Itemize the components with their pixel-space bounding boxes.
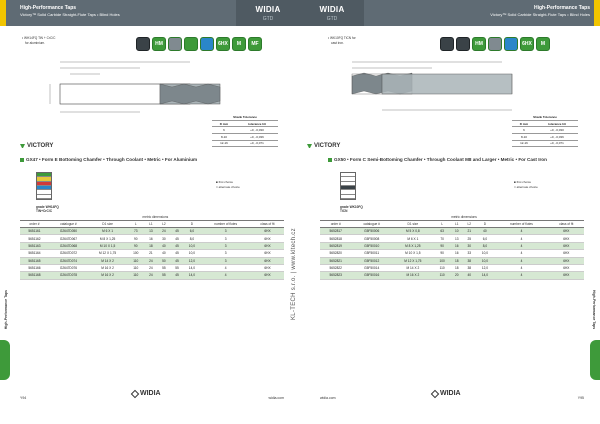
material-group-icon [440,37,454,51]
column-header: order # [320,221,352,228]
application-icons [136,37,262,51]
table-cell: 18 [450,264,463,271]
column-header: L2 [463,221,476,228]
table-cell: G5F50016 [352,272,392,279]
tolerance-cell: 6 [512,127,536,134]
table-cell: 10,0 [476,250,495,257]
table-cell: 10,0 [184,250,201,257]
legend-item: □ alternate choice [216,185,240,189]
bullet-line: • WK10FQ TiCN for [328,36,356,40]
table-cell: 25 [463,235,476,242]
6hx-icon: 6HX [216,37,230,51]
table-cell: 70 [434,235,451,242]
table-cell: M 16 X 2 [88,272,127,279]
table-cell: G5F50006 [352,228,392,235]
table-cell: G5F50010 [352,242,392,249]
table-cell: G5F50008 [352,235,392,242]
table-cell: 4 [494,257,548,264]
table-cell: 6HX [251,264,284,271]
column-header: L1 [450,221,463,228]
table-cell: 90 [127,242,144,249]
table-cell: 5652818 [320,235,352,242]
table-cell: 6,0 [476,235,495,242]
table-cell: M 6 X 1 [392,235,434,242]
material-group-icon [456,37,470,51]
table-cell: 4 [200,272,251,279]
table-row [20,242,284,249]
column-header: class of fit [251,221,284,228]
product-table [20,214,284,280]
table-cell: 5652820 [320,250,352,257]
table-cell: 40 [463,272,476,279]
grade-header [340,205,363,213]
tolerance-cell: 8-10 [512,133,536,140]
yellow-tab [0,0,6,26]
tolerance-cell: +0, -0,071 [536,140,578,147]
table-cell: 16 [450,242,463,249]
group-header: metric dimensions [434,214,494,221]
victory-text: VICTORY [314,143,341,149]
table-cell: 6HX [549,228,584,235]
tolerance-cell: +0, -0,030 [536,127,578,134]
table-cell: M 6 X 1 [88,228,127,235]
table-cell: 5651168 [20,272,49,279]
table-cell: 30 [157,235,170,242]
table-cell: 5652817 [320,228,352,235]
column-header: D1 size [392,221,434,228]
bullet-text [328,36,388,45]
section-title-text: GX50 • Form C Semi-Bottoming Chamfer • Through Coolant M8 and Larger • Metric • For Cast Iron [334,157,547,162]
footer-brand: WIDIA [140,390,161,397]
table-cell: 3 [200,250,251,257]
grade-header [36,205,59,213]
table-cell: 16 [144,235,157,242]
table-cell: 5651165 [20,257,49,264]
table-cell: M 8 X 1,25 [88,235,127,242]
table-cell: 13 [450,235,463,242]
table-row [320,250,584,257]
table-cell: 110 [434,264,451,271]
table-cell: 6HX [251,242,284,249]
table-cell: G5F50012 [352,257,392,264]
grade-coating: TiCN [340,209,348,213]
table-cell: G2647D067 [49,235,88,242]
table-cell: 55 [157,264,170,271]
table-cell: 14,0 [476,272,495,279]
header-title: High-Performance Taps [20,5,77,11]
table-cell: M 5 X 0,8 [392,228,434,235]
footer-url: widia.com [268,396,284,400]
table-cell: 8,0 [476,242,495,249]
column-header: L1 [144,221,157,228]
table-cell: 90 [434,250,451,257]
tolerance-cell: 6 [212,127,236,134]
column-header: D [184,221,201,228]
column-header: L [127,221,144,228]
header-subtitle: Victory™ Solid Carbide Straight-Flute Taps • Blind Holes [490,12,590,17]
brand-logo [300,0,364,26]
table-cell: 14,0 [184,272,201,279]
section-square-icon [20,158,24,162]
table-cell: 6,0 [184,228,201,235]
column-header: catalogue # [49,221,88,228]
chamfer-icon [184,37,198,51]
table-row [20,250,284,257]
grade-coating: TIN+CrC/C [36,209,53,213]
table-cell: 5651163 [20,242,49,249]
table-cell: 110 [127,272,144,279]
table-cell: 4 [494,264,548,271]
page-number: Y95 [577,396,584,400]
victory-chevron-icon [20,144,25,148]
table-row [320,272,584,279]
brand-name: WIDIA [319,5,345,14]
table-cell: 6HX [251,257,284,264]
table-row [320,228,584,235]
table-cell: 6HX [251,235,284,242]
table-cell: 4 [494,272,548,279]
table-cell: 30 [463,242,476,249]
tolerance-header: D mm [512,120,536,127]
coolant-icon [200,37,214,51]
footer-logo [132,390,161,397]
table-cell: M 12 X 1,75 [88,250,127,257]
table-cell: G2647D068 [49,242,88,249]
table-cell: 63 [434,228,451,235]
tool-geometry-icon [168,37,182,51]
table-cell: 55 [170,264,183,271]
right-table-body [320,228,584,280]
table-cell: 5652819 [320,242,352,249]
material-group-icon [136,37,150,51]
table-cell: 10,0 [476,257,495,264]
table-cell: 21 [144,250,157,257]
table-cell: 20 [450,272,463,279]
table-cell: 40 [157,242,170,249]
table-cell: 45 [170,272,183,279]
tolerance-cell: +0, -0,036 [536,133,578,140]
table-row [20,272,284,279]
tolerance-cell: +0, -0,036 [236,133,278,140]
column-header: L2 [157,221,170,228]
brand-logo [236,0,300,26]
section-title [328,157,547,162]
table-cell: 110 [127,257,144,264]
table-cell: 110 [434,272,451,279]
table-cell: 6HX [251,272,284,279]
sub-brand: GTD [262,16,274,22]
table-cell: G2647D076 [49,264,88,271]
table-cell: 24 [144,257,157,264]
table-cell: M 12 X 1,75 [392,257,434,264]
hm-icon: HM [472,37,486,51]
column-header: catalogue # [352,221,392,228]
column-header: D1 size [88,221,127,228]
table-cell: 4 [494,242,548,249]
table-cell: 40 [157,250,170,257]
table-cell: 10,0 [184,242,201,249]
table-cell: 3 [200,228,251,235]
table-cell: 6HX [549,257,584,264]
table-cell: 45 [170,250,183,257]
section-title-text: GX47 • Form E Bottoming Chamfer • Through Coolant • Metric • For Aluminium [26,157,198,162]
table-cell: 5652822 [320,264,352,271]
table-cell: 4 [200,264,251,271]
bullet-line: • WH14FQ TiN + CrC/C [22,36,56,40]
victory-logo [20,143,53,149]
column-header: number of flutes [494,221,548,228]
legend-item: ■ first choice [216,180,233,184]
table-cell: 33 [463,250,476,257]
table-cell: 6HX [549,250,584,257]
table-cell: G2647D050 [49,228,88,235]
application-icons [440,37,550,51]
6hx-icon: 6HX [520,37,534,51]
bullet-line: cast iron. [331,40,344,45]
column-header: class of fit [549,221,584,228]
table-cell: 6HX [549,272,584,279]
table-cell: G2647D078 [49,272,88,279]
tap-drawing [40,58,240,118]
header-title: High-Performance Taps [533,5,590,11]
column-header: D [476,221,495,228]
bullet-line: for aluminium. [25,40,46,45]
group-header: metric dimensions [127,214,183,221]
shank-tolerance-table [512,114,578,147]
m-icon: M [232,37,246,51]
column-header: order # [20,221,49,228]
table-cell: G2647D074 [49,257,88,264]
section-square-icon [328,158,332,162]
brand-name: WIDIA [255,5,281,14]
table-cell: 6HX [549,264,584,271]
tolerance-header: D mm [212,120,236,127]
victory-text: VICTORY [27,143,54,149]
table-row [320,257,584,264]
table-cell: 3 [200,235,251,242]
victory-chevron-icon [307,144,312,148]
column-header: L [434,221,451,228]
widia-logo-icon [131,389,139,397]
table-cell: 110 [127,264,144,271]
table-cell: 24 [144,264,157,271]
shank-tolerance-table [212,114,278,147]
table-cell: M 16 X 2 [392,272,434,279]
legend-item: ■ first choice [514,180,531,184]
tap-drawing [322,58,522,118]
table-row [20,264,284,271]
table-cell: M 8 X 1,25 [392,242,434,249]
table-cell: 100 [127,250,144,257]
tolerance-cell: 8-10 [212,133,236,140]
tolerance-caption: Shank Tolerance [212,114,278,120]
table-cell: M 10 X 1,5 [392,250,434,257]
material-chart [340,172,356,200]
table-row [20,257,284,264]
grade-name: grade WH14FQ [36,205,59,209]
table-cell: 10 [450,228,463,235]
footer-url: widia.com [320,396,336,400]
table-cell: 18 [144,242,157,249]
column-header: number of flutes [200,221,251,228]
tolerance-cell: +0, -0,030 [236,127,278,134]
footer-brand: WIDIA [440,390,461,397]
table-cell: 38 [463,257,476,264]
table-cell: 40 [476,228,495,235]
table-cell: 45 [170,242,183,249]
tolerance-cell: +0, -0,071 [236,140,278,147]
table-cell: 6HX [251,228,284,235]
table-cell: M 10 X 1,5 [88,242,127,249]
section-title [20,157,197,162]
side-tab [590,340,600,380]
table-cell: 8,0 [184,235,201,242]
table-cell: 4 [494,250,548,257]
side-label: High-Performance Taps [4,290,8,330]
tolerance-header: tolerance h9 [536,120,578,127]
m-icon: M [536,37,550,51]
table-cell: 13 [144,228,157,235]
table-cell: 18 [450,257,463,264]
product-table [320,214,584,280]
table-cell: 6HX [549,235,584,242]
table-cell: 73 [127,228,144,235]
table-cell: 12,0 [184,257,201,264]
table-cell: 5651161 [20,228,49,235]
choice-legend [514,180,538,190]
table-cell: G2647D072 [49,250,88,257]
table-cell: 90 [434,242,451,249]
widia-logo-icon [431,389,439,397]
table-cell: 16 [450,250,463,257]
table-row [320,242,584,249]
table-cell: 100 [434,257,451,264]
side-tab [0,340,10,380]
footer-logo [432,390,461,397]
table-cell: 38 [463,264,476,271]
table-cell: 4 [494,235,548,242]
table-cell: 45 [170,228,183,235]
table-cell: 12,0 [476,264,495,271]
table-row [20,228,284,235]
grade-name: grade WK10FQ [340,205,363,209]
table-cell: 6HX [251,250,284,257]
table-cell: 50 [157,257,170,264]
table-cell: 6HX [549,242,584,249]
table-cell: 14,0 [184,264,201,271]
table-cell: 45 [170,257,183,264]
tolerance-cell: 12-16 [512,140,536,147]
table-cell: M 14 X 2 [392,264,434,271]
page-header [364,0,600,26]
table-cell: 21 [463,228,476,235]
tool-geometry-icon [488,37,502,51]
table-row [320,235,584,242]
table-cell: M 14 X 2 [88,257,127,264]
page-header [0,0,236,26]
tolerance-caption: Shank Tolerance [512,114,578,120]
watermark: KL-TECH s.r.o. | www.kltech.cz [291,228,297,320]
left-table-body [20,228,284,280]
hm-icon: HM [152,37,166,51]
table-cell: 3 [200,242,251,249]
table-cell: 4 [494,228,548,235]
legend-item: □ alternate choice [514,185,538,189]
table-cell: G5F50011 [352,250,392,257]
table-cell: 5652823 [320,272,352,279]
table-cell: 3 [200,257,251,264]
header-subtitle: Victory™ Solid Carbide Straight-Flute Taps • Blind Holes [20,12,120,17]
sub-brand: GTD [326,16,338,22]
yellow-tab [594,0,600,26]
table-cell: M 16 X 2 [88,264,127,271]
table-cell: 24 [157,228,170,235]
table-cell: G5F50014 [352,264,392,271]
tolerance-header: tolerance h9 [236,120,278,127]
table-cell: 5651166 [20,264,49,271]
material-chart [36,172,52,200]
table-cell: 5651164 [20,250,49,257]
right-page [300,0,600,424]
table-cell: 5651162 [20,235,49,242]
tolerance-cell: 12-16 [212,140,236,147]
table-cell: 24 [144,272,157,279]
table-cell: 90 [127,235,144,242]
table-cell: 55 [157,272,170,279]
table-row [320,264,584,271]
table-cell: 5652821 [320,257,352,264]
coolant-icon [504,37,518,51]
table-cell: 45 [170,235,183,242]
mf-icon: MF [248,37,262,51]
victory-logo [307,143,340,149]
page-number: Y94 [20,396,27,400]
choice-legend [216,180,240,190]
bullet-text [22,36,82,45]
side-label: High-Performance Taps [592,290,596,330]
table-row [20,235,284,242]
